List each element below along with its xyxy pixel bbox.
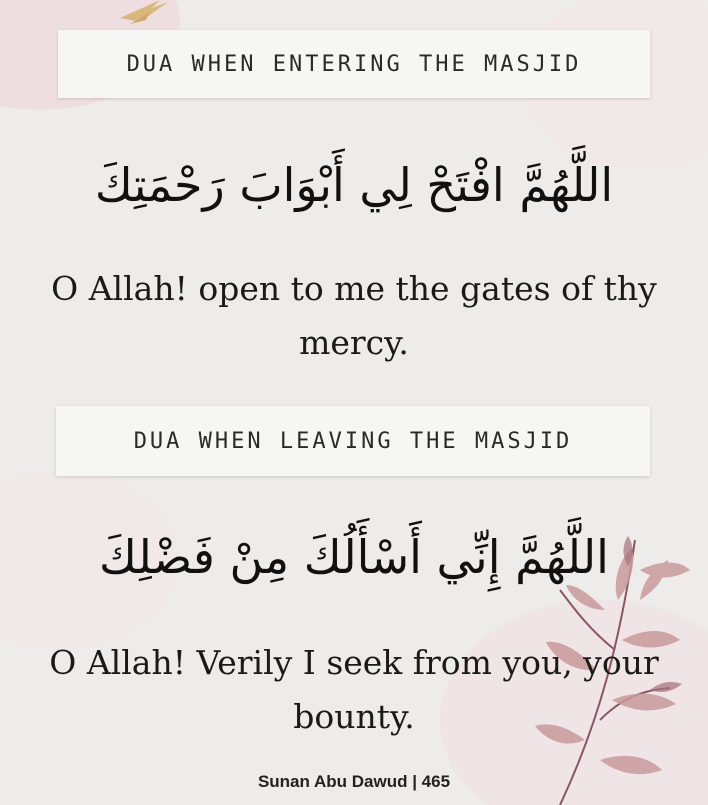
leaving-arabic-text: اللَّهُمَّ إِنِّي أَسْأَلُكَ مِنْ فَضْلِكَ — [99, 530, 609, 584]
entering-heading-banner — [58, 30, 650, 98]
leaving-heading-banner — [56, 406, 650, 476]
source-citation: Sunan Abu Dawud | 465 — [257, 772, 451, 791]
leaving-heading: DUA WHEN LEAVING THE MASJID — [133, 428, 573, 454]
entering-translation: O Allah! open to me the gates of thy mercy. — [51, 269, 657, 362]
entering-heading: DUA WHEN ENTERING THE MASJID — [126, 51, 582, 77]
entering-arabic-text: اللَّهُمَّ افْتَحْ لِي أَبْوَابَ رَحْمَتِكَ — [94, 158, 614, 212]
leaving-translation: O Allah! Verily I seek from you, your bounty. — [49, 643, 659, 736]
